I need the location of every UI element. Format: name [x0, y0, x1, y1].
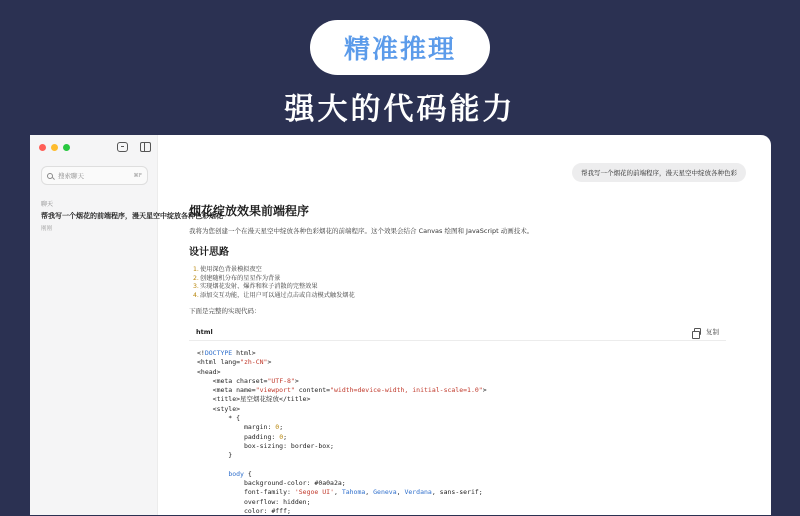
list-item: 4.添加交互功能，让用户可以通过点击或自动模式触发烟花 [193, 291, 355, 299]
steps-list [189, 266, 729, 300]
zoom-window-button[interactable] [63, 144, 70, 151]
copy-icon [694, 328, 701, 335]
toggle-sidebar-icon[interactable] [140, 142, 151, 152]
section-title: 设计思路 [189, 247, 229, 258]
list-item: 2.创建随机分布的星星作为背景 [193, 274, 281, 282]
assistant-response [189, 202, 729, 516]
sidebar-section-label: 聊天 [41, 201, 54, 208]
app-window [30, 135, 771, 515]
user-message-bubble: 帮我写一个烟花的前端程序，漫天星空中绽放各种色彩 [572, 163, 746, 182]
conversation-title: 帮我写一个烟花的前端程序，漫天星空中绽放各种色彩烟花 [41, 212, 223, 220]
code-block-header [189, 323, 726, 341]
search-icon [47, 173, 53, 179]
conversation-time: 刚刚 [41, 226, 53, 232]
code-lead-text: 下面是完整的实现代码： [189, 307, 261, 315]
banner-pill: 精准推理 [310, 20, 490, 75]
code-content: <!DOCTYPE html> <html lang="zh-CN"> <head> <meta charset="UTF-8"> <meta name="viewport" content="width=device-width, initial-scale=1.0"> <title>星空烟花绽放</title> <style> * { margin: 0; padding: 0; box-sizing: border-box; } body { background-color: #0a0a2a; font-family: 'Segoe UI', Tahoma, Geneva, Verdana, sans-serif; overflow: hidden; color: #fff; [197, 349, 487, 516]
conversation-item[interactable] [35, 207, 223, 236]
response-intro: 我将为您创建一个在漫天星空中绽放各种色彩烟花的前端程序。这个效果会结合 Canvas 绘图和 JavaScript 动画技术。 [189, 227, 534, 235]
search-input[interactable] [41, 166, 148, 185]
chat-main [158, 135, 771, 515]
new-chat-icon[interactable] [117, 142, 128, 152]
banner-subtitle: 强大的代码能力 [284, 92, 516, 127]
response-title: 烟花绽放效果前端程序 [189, 204, 310, 218]
minimize-window-button[interactable] [51, 144, 58, 151]
search-shortcut: ⌘F [133, 172, 142, 179]
search-placeholder: 搜索聊天 [58, 172, 84, 180]
close-window-button[interactable] [39, 144, 46, 151]
code-language-label: html [196, 327, 213, 336]
list-item: 1.使用深色背景模拟夜空 [193, 266, 262, 273]
window-controls [39, 144, 70, 151]
copy-code-button[interactable] [694, 327, 719, 336]
list-item: 3.实现烟花发射、爆炸和粒子消散的完整效果 [193, 283, 318, 290]
copy-label: 复制 [706, 328, 719, 336]
